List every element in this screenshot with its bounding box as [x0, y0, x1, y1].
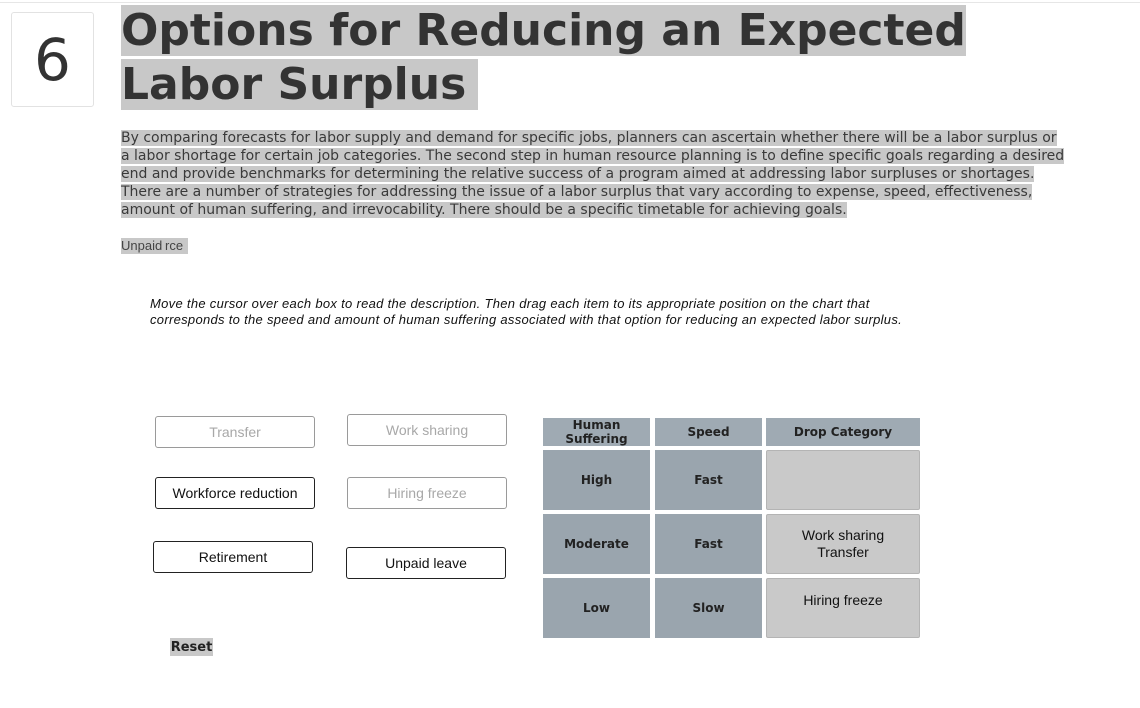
- reset-button[interactable]: Reset: [170, 639, 213, 655]
- row-moderate-suffering: Moderate: [543, 514, 650, 574]
- drag-item-hiring-freeze[interactable]: Hiring freeze: [347, 477, 507, 509]
- row-low-speed: Slow: [655, 578, 762, 638]
- drag-item-workforce-reduction[interactable]: Workforce reduction: [155, 477, 315, 509]
- overlapping-label: [121, 238, 188, 254]
- dropped-item[interactable]: Transfer: [817, 544, 869, 560]
- drag-item-retirement[interactable]: Retirement: [153, 541, 313, 573]
- page-title-text: Options for Reducing an Expected Labor Surplus: [121, 5, 966, 110]
- question-number: 6: [11, 12, 94, 107]
- dropped-item[interactable]: Hiring freeze: [803, 592, 883, 608]
- top-divider: [0, 2, 1140, 3]
- drag-item-unpaid-leave[interactable]: Unpaid leave: [346, 547, 506, 579]
- intro-paragraph: [121, 129, 1066, 219]
- drag-item-transfer[interactable]: Transfer: [155, 416, 315, 448]
- overlapping-word-2: rce: [165, 238, 184, 253]
- header-human-suffering: Human Suffering: [543, 418, 650, 446]
- page-title: [121, 4, 1021, 112]
- classification-chart: [543, 418, 920, 638]
- drop-zone-low-slow[interactable]: [766, 578, 920, 638]
- row-high-speed: Fast: [655, 450, 762, 510]
- intro-paragraph-text: By comparing forecasts for labor supply and demand for specific jobs, planners can ascertain whether there will be a labor surplus or a labor shortage for certain job categories. The second step in human resource planning is to define specific goals regarding a desired end and provide benchmarks for determining the relative success of a program aimed at addressing labor surpluses or shortages. There are a number of strategies for addressing the issue of a labor surplus that vary according to expense, speed, effectiveness, amount of human suffering, and irrevocability. There should be a specific timetable for achieving goals.: [121, 130, 1065, 218]
- row-moderate-speed: Fast: [655, 514, 762, 574]
- drag-item-work-sharing[interactable]: Work sharing: [347, 414, 507, 446]
- row-low-suffering: Low: [543, 578, 650, 638]
- drop-zone-high-fast[interactable]: [766, 450, 920, 510]
- overlapping-word-1: Unpaid: [121, 238, 163, 253]
- row-high-suffering: High: [543, 450, 650, 510]
- dropped-item[interactable]: Work sharing: [801, 527, 885, 543]
- header-speed: Speed: [655, 418, 762, 446]
- instructions-text: Move the cursor over each box to read the description. Then drag each item to its appropriate position on the chart that corresponds to the speed and amount of human suffering associated with that option for reducing an expected labor surplus.: [150, 296, 903, 327]
- drop-zone-moderate-fast[interactable]: [766, 514, 920, 574]
- header-drop-category: Drop Category: [766, 418, 920, 446]
